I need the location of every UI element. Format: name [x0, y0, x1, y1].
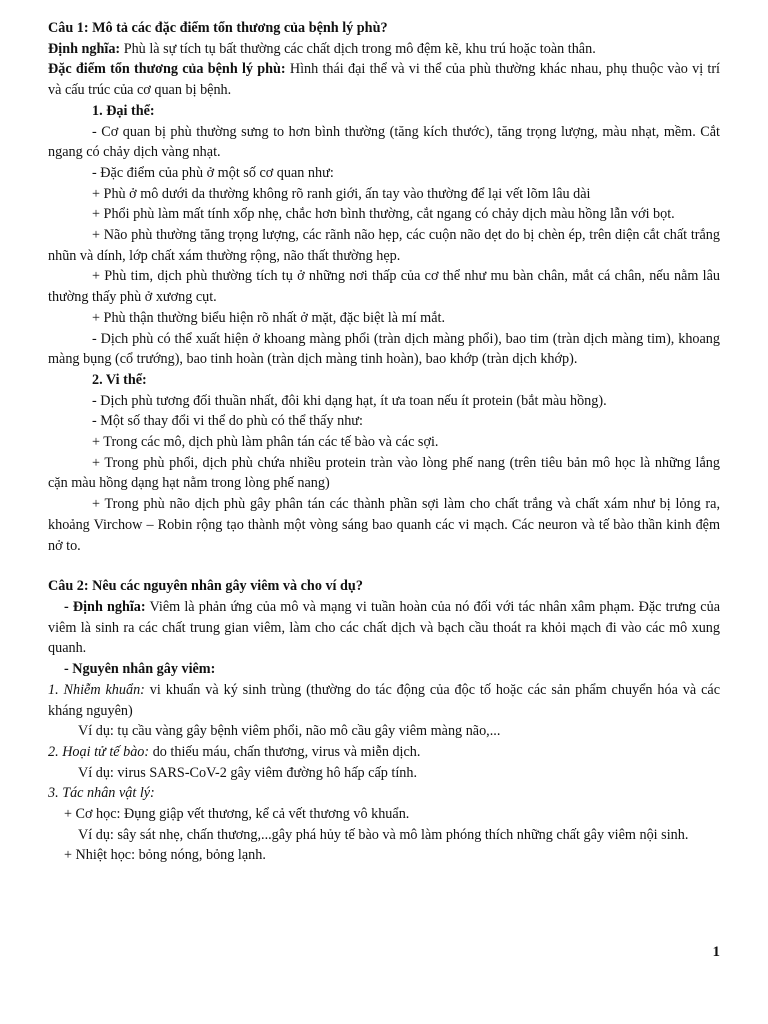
- macro-item: + Phù thận thường biểu hiện rõ nhất ở mặt, đặc biệt là mí mắt.: [92, 309, 445, 326]
- page-number: 1: [712, 944, 720, 960]
- macro-item: + Phù ở mô dưới da thường không rõ ranh giới, ấn tay vào thường để lại vết lõm lâu dài: [92, 185, 591, 202]
- micro-item: - Một số thay đổi vi thể do phù có thể thấy như:: [92, 413, 363, 430]
- cause-3: [48, 783, 720, 804]
- micro-item: - Dịch phù tương đối thuần nhất, đôi khi dạng hạt, ít ưa toan nếu ít protein (bắt màu hồng).: [92, 392, 607, 409]
- micro-heading: 2. Vi thể:: [92, 371, 147, 388]
- cause-1: [48, 680, 720, 721]
- q2-definition: [48, 597, 720, 659]
- macro-item: + Phổi phù làm mất tính xốp nhẹ, chắc hơn bình thường, cắt ngang có chảy dịch màu hồng lẫn với bọt.: [92, 206, 675, 223]
- q1-definition: [48, 39, 720, 60]
- macro-item: + Não phù thường tăng trọng lượng, các rãnh não hẹp, các cuộn não dẹt do bị chèn ép, trên diện cắt chất trắng nhũn và dính, lớp chất xám thường rộng, não thất thường hẹp.: [48, 227, 720, 264]
- q2-causes-label: - Nguyên nhân gây viêm:: [64, 661, 216, 678]
- cause-2-label: 2. Hoại tử tế bào:: [48, 743, 150, 760]
- q1-features: [48, 59, 720, 100]
- question-1-title: Câu 1: Mô tả các đặc điểm tổn thương của bệnh lý phù?: [48, 20, 388, 36]
- cause-1-label: 1. Nhiễm khuẩn:: [48, 681, 145, 698]
- section-spacer: [48, 556, 720, 576]
- cause-3-mechanical: + Cơ học: Đụng giập vết thương, kể cả vết thương vô khuẩn.: [64, 806, 410, 823]
- question-2-title: Câu 2: Nêu các nguyên nhân gây viêm và cho ví dụ?: [48, 578, 363, 595]
- q1-definition-text: Phù là sự tích tụ bất thường các chất dịch trong mô đệm kẽ, khu trú hoặc toàn thân.: [120, 40, 596, 57]
- q1-definition-label: Định nghĩa:: [48, 40, 121, 57]
- cause-2-example: Ví dụ: virus SARS-CoV-2 gây viêm đường hô hấp cấp tính.: [78, 764, 417, 781]
- cause-1-text: vi khuẩn và ký sinh trùng (thường do tác động của độc tố hoặc các sản phẩm chuyển hóa và các kháng nguyên): [48, 681, 720, 719]
- cause-2: [48, 742, 720, 763]
- cause-1-example: Ví dụ: tụ cầu vàng gây bệnh viêm phổi, não mô cầu gây viêm màng não,...: [78, 723, 501, 740]
- cause-3-label: 3. Tác nhân vật lý:: [48, 785, 155, 802]
- macro-heading: 1. Đại thể:: [92, 102, 155, 119]
- micro-item: + Trong phù phổi, dịch phù chứa nhiều protein tràn vào lòng phế nang (trên tiêu bản mô học là những lắng cặn màu hồng dạng hạt nằm trong lòng phế nang): [48, 454, 720, 492]
- macro-item: - Dịch phù có thể xuất hiện ở khoang màng phổi (tràn dịch màng phổi), bao tim (tràn dịch màng tim), khoang màng bụng (cổ trướng), bao tinh hoàn (tràn dịch màng tinh hoàn), bao khớp (tràn dịch khớp).: [48, 330, 720, 368]
- q1-features-label: Đặc điểm tổn thương của bệnh lý phù:: [48, 61, 286, 78]
- micro-item: + Trong các mô, dịch phù làm phân tán các tế bào và các sợi.: [92, 434, 439, 451]
- q2-definition-label: - Định nghĩa:: [64, 598, 146, 615]
- micro-item: + Trong phù não dịch phù gây phân tán các thành phần sợi làm cho chất trắng và chất xám như bị lỏng ra, khoảng Virchow – Robin rộng tạo thành một vòng sáng bao quanh các vi mạch. Các neuron và tế bào thần kinh đệm nở to.: [48, 496, 720, 554]
- q2-definition-text: Viêm là phản ứng của mô và mạng vi tuần hoàn của nó đối với tác nhân xâm phạm. Đặc trưng của viêm là sinh ra các chất trung gian viêm, làm cho các chất dịch và bạch cầu thoát ra khỏi mạch đi vào các mô xung quanh.: [48, 598, 720, 657]
- macro-item: - Cơ quan bị phù thường sưng to hơn bình thường (tăng kích thước), tăng trọng lượng, màu nhạt, mềm. Cắt ngang có chảy dịch vàng nhạt.: [48, 123, 720, 161]
- cause-3-thermal: + Nhiệt học: bỏng nóng, bỏng lạnh.: [64, 847, 266, 864]
- cause-2-text: do thiếu máu, chấn thương, virus và miễn dịch.: [149, 743, 421, 760]
- q1-features-text: Hình thái đại thể và vi thể của phù thường khác nhau, phụ thuộc vào vị trí và cấu trúc của cơ quan bị bệnh.: [48, 61, 720, 99]
- cause-3-example: Ví dụ: sây sát nhẹ, chấn thương,...gây phá hủy tế bào và mô làm phóng thích những chất gây viêm nội sinh.: [78, 826, 689, 843]
- macro-item: - Đặc điểm của phù ở một số cơ quan như:: [92, 164, 334, 181]
- macro-item: + Phù tim, dịch phù thường tích tụ ở những nơi thấp của cơ thể như mu bàn chân, mắt cá chân, nếu nằm lâu thường thấy phù ở xương cụt.: [48, 268, 720, 306]
